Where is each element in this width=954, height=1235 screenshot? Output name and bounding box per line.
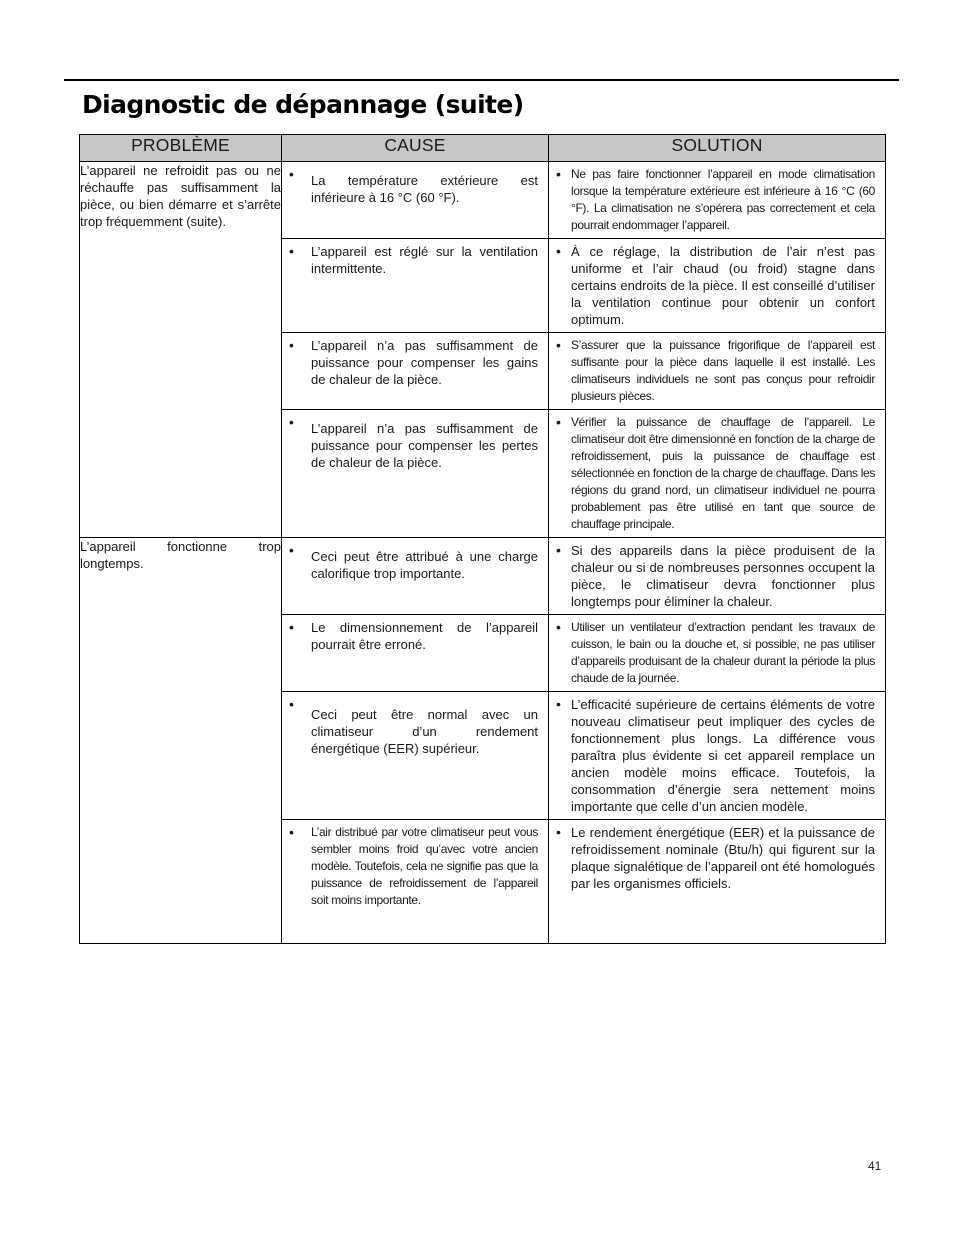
- header-cause: CAUSE: [282, 135, 549, 162]
- bullet-icon: •: [556, 542, 561, 558]
- solution-cell: [549, 692, 886, 820]
- cause-cell: [282, 239, 549, 333]
- cause-cell: [282, 333, 549, 410]
- header-solution: SOLUTION: [549, 135, 886, 162]
- cause-cell: [282, 538, 549, 615]
- top-rule: [64, 79, 899, 81]
- cause-text: L’appareil n’a pas suffisamment de puissance pour compenser les pertes de chaleur de la pièce.: [311, 421, 538, 470]
- cause-cell: [282, 692, 549, 820]
- page-number: 41: [868, 1159, 882, 1173]
- solution-cell: [549, 410, 886, 538]
- table-row: [80, 162, 886, 239]
- cause-text: Ceci peut être normal avec un climatiseur d’un rendement énergétique (EER) supérieur.: [311, 707, 538, 756]
- bullet-icon: •: [289, 542, 294, 558]
- bullet-icon: •: [556, 696, 561, 712]
- bullet-icon: •: [289, 166, 294, 182]
- bullet-icon: •: [289, 414, 294, 430]
- cause-text: L’air distribué par votre climatiseur peut vous sembler moins froid qu’avec votre ancien modèle. Toutefois, cela ne signifie pas que la puissance de refroidissement de l’appareil soit moins importante.: [311, 825, 538, 907]
- bullet-icon: •: [289, 337, 294, 353]
- bullet-icon: •: [556, 414, 561, 430]
- solution-text: L’efficacité supérieure de certains éléments de votre nouveau climatiseur peut impliquer des cycles de fonctionnement plus longs. La différence vous paraîtra plus évidente si cet appareil remplace un ancien modèle moins efficace. Toutefois, la consommation d’énergie sera nettement moins importante que celle d’un ancien modèle.: [571, 697, 875, 814]
- solution-cell: [549, 239, 886, 333]
- cause-cell: [282, 615, 549, 692]
- bullet-icon: •: [556, 337, 561, 353]
- solution-text: Vérifier la puissance de chauffage de l’appareil. Le climatiseur doit être dimensionné en fonction de la charge de refroidissement, puis la puissance de chauffage est sélectionnée en fonction de la charge de chauffage. Dans les régions du grand nord, un climatiseur individuel ne pourra probablement pas être utilisé en tant que source de chauffage principale.: [571, 415, 875, 531]
- cause-text: La température extérieure est inférieure à 16 °C (60 °F).: [311, 173, 538, 205]
- bullet-icon: •: [556, 243, 561, 259]
- problem-cell: L’appareil fonctionne trop longtemps.: [80, 538, 282, 944]
- cause-text: L’appareil est réglé sur la ventilation intermittente.: [311, 244, 538, 276]
- solution-text: À ce réglage, la distribution de l’air n’est pas uniforme et l’air chaud (ou froid) stagne dans certains endroits de la pièce. Il est conseillé d’utiliser la ventilation continue pour obtenir un confort optimum.: [571, 244, 875, 327]
- bullet-icon: •: [289, 243, 294, 259]
- solution-text: S’assurer que la puissance frigorifique de l’appareil est suffisante pour la pièce dans laquelle il est installé. Les climatiseurs individuels ne sont pas conçus pour refroidir plusieurs pièces.: [571, 338, 875, 403]
- cause-text: L’appareil n’a pas suffisamment de puissance pour compenser les gains de chaleur de la pièce.: [311, 338, 538, 387]
- troubleshooting-table: [79, 134, 886, 944]
- bullet-icon: •: [556, 619, 561, 635]
- solution-cell: [549, 333, 886, 410]
- cause-cell: [282, 162, 549, 239]
- solution-cell: [549, 538, 886, 615]
- cause-cell: [282, 820, 549, 944]
- cause-cell: [282, 410, 549, 538]
- cause-text: Ceci peut être attribué à une charge calorifique trop importante.: [311, 549, 538, 581]
- solution-text: Le rendement énergétique (EER) et la puissance de refroidissement nominale (Btu/h) qui figurent sur la plaque signalétique de l’appareil ont été homologués par les organismes officiels.: [571, 825, 875, 891]
- problem-cell: L’appareil ne refroidit pas ou ne réchauffe pas suffisamment la pièce, ou bien démarre et s’arrête trop fréquemment (suite).: [80, 162, 282, 538]
- bullet-icon: •: [556, 166, 561, 182]
- solution-text: Utiliser un ventilateur d’extraction pendant les travaux de cuisson, le bain ou la douche et, si possible, ne pas utiliser d’appareils produisant de la chaleur durant la période la plus chaude de la journée.: [571, 620, 875, 685]
- cause-text: Le dimensionnement de l’appareil pourrait être erroné.: [311, 620, 538, 652]
- header-problem: PROBLÈME: [80, 135, 282, 162]
- solution-cell: [549, 820, 886, 944]
- bullet-icon: •: [289, 696, 294, 712]
- bullet-icon: •: [289, 824, 294, 840]
- solution-text: Ne pas faire fonctionner l’appareil en mode climatisation lorsque la température extérieure est inférieure à 16 °C (60 °F). La climatisation ne s’opérera pas correctement et cela pourrait endommager l’appareil.: [571, 167, 875, 232]
- table-row: [80, 538, 886, 615]
- bullet-icon: •: [289, 619, 294, 635]
- solution-cell: [549, 162, 886, 239]
- solution-text: Si des appareils dans la pièce produisent de la chaleur ou si de nombreuses personnes occupent la pièce, le climatiseur devra fonctionner plus longtemps pour éliminer la chaleur.: [571, 543, 875, 609]
- bullet-icon: •: [556, 824, 561, 840]
- solution-cell: [549, 615, 886, 692]
- page-title: Diagnostic de dépannage (suite): [82, 90, 524, 119]
